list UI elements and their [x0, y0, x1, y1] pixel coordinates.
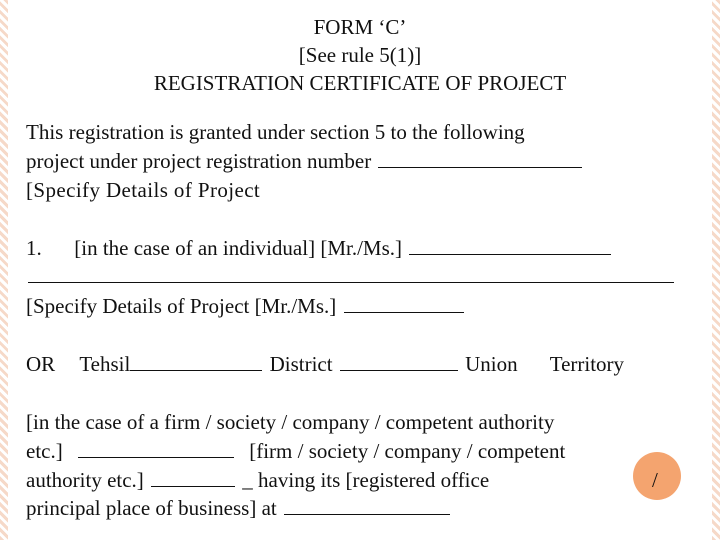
firm-line-2 [26, 437, 565, 465]
tehsil-label: Tehsil [79, 352, 131, 376]
district-label: District [269, 352, 333, 376]
authority-blank [151, 468, 235, 487]
firm-line-1: [in the case of a firm / society / company / competent authority [26, 410, 555, 434]
form-title: FORM ‘C’ [313, 15, 407, 39]
individual-name-blank [409, 236, 611, 255]
full-width-blank-line [26, 262, 676, 290]
firm-line-2-etc: etc.] [26, 439, 63, 463]
firm-line-4 [26, 494, 452, 522]
item-number: 1. [26, 236, 42, 260]
business-place-blank [284, 496, 450, 515]
firm-line-3 [26, 466, 489, 494]
firm-line-3-text: _ having its [registered office [242, 468, 490, 492]
item-1-text: [in the case of an individual] [Mr./Ms.] [74, 236, 403, 260]
tehsil-blank [130, 352, 262, 371]
firm-name-blank [78, 439, 234, 458]
firm-line-3-etc: authority etc.] [26, 468, 144, 492]
specify-details-line: [Specify Details of Project [26, 178, 261, 202]
item-1-line [26, 234, 613, 262]
certificate-heading: REGISTRATION CERTIFICATE OF PROJECT [153, 71, 567, 95]
firm-line-4-text: principal place of business] at [26, 496, 277, 520]
union-label: Union [465, 352, 518, 376]
district-blank [340, 352, 458, 371]
location-line [26, 350, 624, 378]
territory-label: Territory [549, 352, 625, 376]
specify-details-name-line [26, 292, 466, 320]
intro-line-2-text: project under project registration number [26, 149, 372, 173]
specify-details-name-text: [Specify Details of Project [Mr./Ms.] [26, 294, 337, 318]
firm-line-2-text: [firm / society / company / competent [249, 439, 566, 463]
firm-line-3-slash: / [652, 468, 658, 492]
specify-name-blank [344, 294, 464, 313]
registration-number-blank [378, 149, 582, 168]
rule-reference: [See rule 5(1)] [298, 43, 422, 67]
intro-line-1: This registration is granted under section 5 to the following [26, 120, 525, 144]
individual-details-blank [28, 264, 674, 283]
or-label: OR [26, 352, 56, 376]
intro-line-2 [26, 147, 584, 175]
